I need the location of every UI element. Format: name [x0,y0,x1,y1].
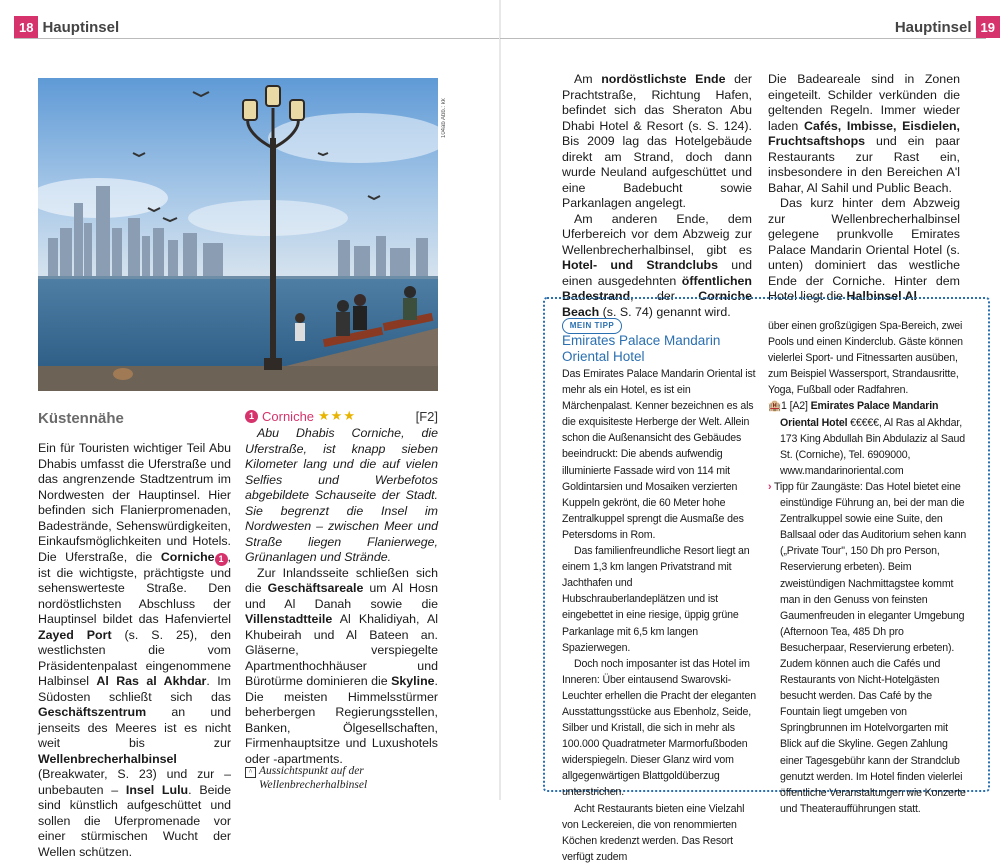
star-rating-icon: ★★★ [318,408,356,423]
right-page [500,0,1000,863]
tip-title: Emirates Palace Mandarin Oriental Hotel [562,333,721,364]
map-grid-ref: [F2] [415,408,438,424]
corniche-photo [38,78,438,391]
map-marker-icon: 1 [245,410,258,423]
corniche-heading [245,408,438,424]
caption-arrow-icon: ^ [245,767,256,778]
right-page-header [891,16,1000,38]
page-number: 19 [976,16,1000,38]
tip-column-2: über einen großzügigen Spa-Bereich, zwei Pools und einen Kinderclub. Gäste können vielerlei Sport- und Fitnessarten ausüben, zum Beispiel Wassersport, Strandausritte, Yoga, Fußball oder Radfahren. 🏨1 [A2] Emirates Palace Mandarin Oriental Hotel €€€€€, Al Ras al Akhdar, 173 King Abdullah Bin Abdulaziz al Saud St. (Corniche), Tel. 6909000, www.mandarinoriental.com › Tipp für Zaungäste: Das Hotel bietet eine einstündige Führung an, bei der man die Zentralkuppel sowie eine Suite, den Ballsaal oder das Auditorium sehen kann („Private Tour", 150 Dh pro Person, Reservierung erbeten). Beim zweistündigen Nachmittagstee kommt man in den Genuss von feinsten Gaumenfreuden in eleganter Umgebung (Afternoon Tea, 485 Dh pro Besucherpaar, Reservierung erbeten). Zudem können auch die Cafés und Restaurants von Nicht-Hotelgästen besucht werden. Das Café by the Fountain liegt umgeben von Springbrunnen im Hotelvorgarten mit Blick auf die Skyline. Gegen Zahlung einer Tagesgebühr kann der Strandclub genutzt werden. Im Hotel finden vielerlei öffentliche Veranstaltungen wie Konzerte und Theateraufführungen statt. [768,320,967,815]
left-column-2: 1 Corniche ★★★ [F2] Abu Dhabis Corniche, die Uferstraße, ist knapp sieben Kilometer lang und die auf vielen Selfies und Werbefotos abgebildete Schauseite der Stadt. Sie begrenzt die Insel im Nordwesten – zwischen Meer und Straße liegen Flanierwege, Grünanlagen und Strände. Zur Inlandsseite schließen sich die Geschäftsareale um Al Hosn und Al Danah sowie die Villenstadtteile Al Khalidiyah, Al Khubeirah und Al Bateen an. Gläserne, verspiegelte Apartmenthochhäuser und Bürotürme dominieren die Skyline. Die meisten Himmelsstürmer beherbergen Regierungsstellen, Banken, Ölgesellschaften, Firmenhauptsitze und Luxushotels oder -apartments. [245,408,438,766]
left-page [0,0,500,859]
right-column-1: Am nordöstlichste Ende der Prachtstraße, Richtung Hafen, befindet sich das Sheraton Abu Dhabi Hotel & Resort (s. S. 124). Bis 2009 lag das Hotelgebäude direkt am Strand, doch dann wurde Neuland aufgeschüttet und eine Badebucht sowie Parkanlagen angelegt. Am anderen Ende, dem Uferbereich vor dem Abzweig zur Wellenbrecherhalbinsel, gibt es Hotel- und Strandclubs und einen ausgedehnten öffentlichen Badestrand, der Corniche Beach (s. S. 74) genannt wird. [562,72,753,319]
tip-arrow-icon: › [768,480,772,493]
hotel-icon: 🏨 [768,400,782,413]
corniche-title: Corniche [262,408,315,424]
left-page-header [14,16,123,38]
running-header: Hauptinsel [42,18,120,36]
photo-credit: 104ab Abb.: kk [441,98,447,138]
tip-column-1: Das Emirates Palace Mandarin Oriental ist mehr als ein Hotel, es ist ein Märchenpalast. Kenner bezeichnen es als die exquisiteste Herberge der Welt. Allein schon die Außenansicht des Gebäudes beeindruckt: Die abends aufwendig illuminierte Fassade wird von 114 mit Goldintarsien und Mosaiken verzierten Kuppeln gekrönt, die 60 Meter hohe Zentralkuppel sprengt die Ausmaße des Petersdoms in Rom. Das familienfreundliche Resort liegt an einem 1,3 km langen Privatstrand mit Jachthafen und Hubschrauberlandeplätzen und ist eingebettet in eine riesige, üppig grüne Parkanlage mit 6,5 km langen Spazierwegen. Doch noch imposanter ist das Hotel im Inneren: Über eintausend Swarovski-Leuchter erhellen die Pracht der eleganten Ausstattungsstücke aus Ebenholz, Seide, Silber und Kristall, die sich in mehr als 100.000 Quadratmeter Marmorfußboden widerspiegeln. Dieser Glanz wird vom allgegenwärtigen Blattgoldüberzug unterstrichen. Acht Restaurants bieten eine Vielzahl von Leckereien, die von renommierten Köchen kredenzt werden. Das Resort verfügt zudem [562,368,756,863]
running-header: Hauptinsel [894,18,972,36]
right-column-2: Die Badeareale sind in Zonen eingeteilt. Schilder verkünden die geltenden Regeln. Immer wieder laden Cafés, Imbisse, Eisdielen, Fruchtsaftshops und ein paar Restaurants zur Rast ein, insbesondere in den Bereichen A'l Bahar, Al Sahil und Public Beach. Das kurz hinter dem Abzweig zur Wellenbrecherhalbinsel gelegene prunkvolle Emirates Palace Mandarin Oriental Hotel (s. unten) dominiert das westliche Ende der Corniche. Hinter dem Hotel liegt die Halbinsel Al [768,72,960,303]
corniche-intro: Abu Dhabis Corniche, die Uferstraße, ist knapp sieben Kilometer lang und die auf vielen Selfies und Werbefotos abgebildete Schauseite der Stadt. Sie begrenzt die Insel im Nordwesten – zwischen Meer und Straße liegen Flanierwege, Grünanlagen und Strände. [245,426,438,564]
mein-tipp-badge: MEIN TIPP [562,318,622,334]
photo-caption: ^ Aussichtspunkt auf der Wellenbrecherhalbinsel [245,764,399,792]
left-column-1: Ein für Touristen wichtiger Teil Abu Dhabis umfasst die Uferstraße und das angrenzende Stadtzentrum im Nordwesten der Hauptinsel. Hier befinden sich Flanierpromenaden, Badestrände, Sehenswürdigkeiten, Einkaufsmöglichkeiten und Hotels. Die Uferstraße, die Corniche 1 , ist die wichtigste, prächtigste und sehenswerteste Straße. Den nordöstlichsten Abschluss der Hauptinsel bildet das Hafenviertel Zayed Port (s. S. 25), den westlichsten die vom Präsidentenpalast eingenommene Halbinsel Al Ras al Akhdar. Im Südosten schließt sich das Geschäftszentrum an und jenseits des Meeres ist es nicht weit bis zur Wellenbrecherhalbinsel (Breakwater, S. 23) und zur – unbebauten – Insel Lulu. Beide sind künstlich aufgeschüttet und sollen die Uferpromenade vor einer stürmischen Wucht der Wellen schützen. [38,441,232,859]
page-number: 18 [14,16,38,38]
hotel-name: Emirates Palace Mandarin Oriental Hotel [780,400,939,429]
section-title: Küstennähe [38,410,124,427]
header-rule [14,38,500,39]
header-rule [500,38,986,39]
map-marker-1: 1 [215,553,228,566]
link-corniche[interactable]: Corniche [160,549,215,564]
